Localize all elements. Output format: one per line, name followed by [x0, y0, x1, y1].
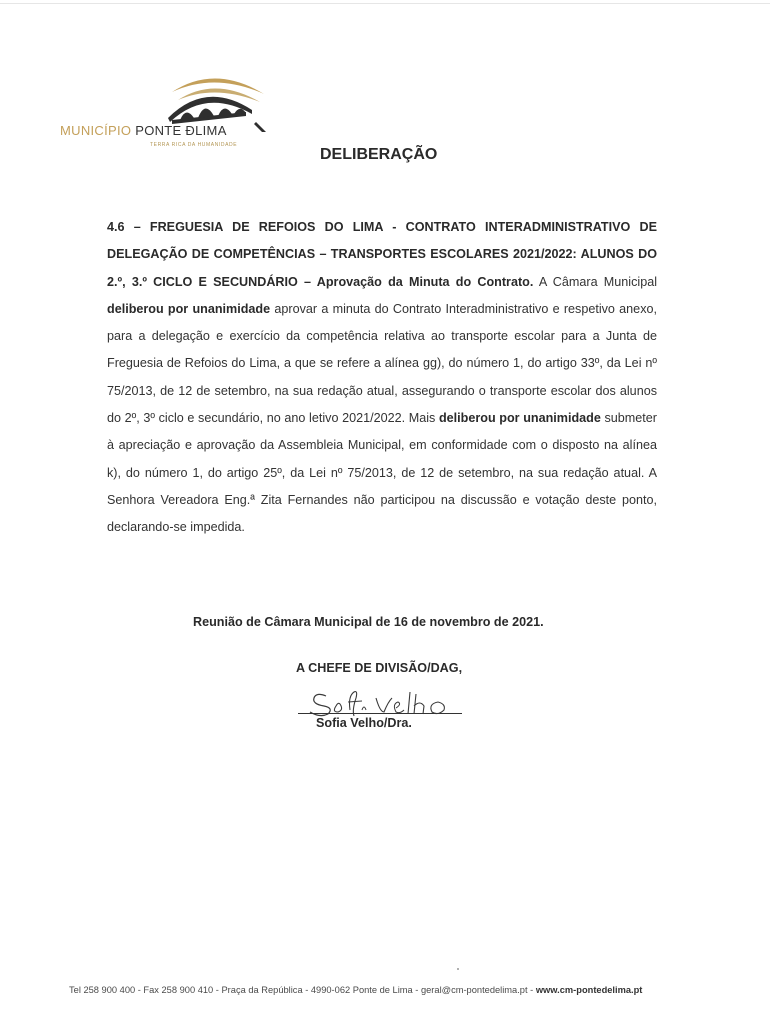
- body-intro: A Câmara Municipal: [533, 274, 658, 289]
- footer-contacts: Tel 258 900 400 - Fax 258 900 410 - Praça da República - 4990-062 Ponte de Lima - geral@cm-pontedelima.pt -: [69, 985, 536, 995]
- body-text-1: aprovar a minuta do Contrato Interadministrativo e respetivo anexo, para a delegação e exercício da competência relativa ao transporte escolar para a Junta de Freguesia de Refoios do Lima, a que se refere a alínea gg), do número 1, do artigo 33º, da Lei nº 75/2013, de 12 de setembro, na sua redação atual, assegurando o transporte escolar dos alunos do 2º, 3º ciclo e secundário, no ano letivo 2021/2022. Mais: [107, 301, 657, 426]
- handwritten-signature: [298, 686, 468, 720]
- signer-role: A CHEFE DE DIVISÃO/DAG,: [296, 661, 463, 675]
- meeting-date: Reunião de Câmara Municipal de 16 de novembro de 2021.: [193, 615, 544, 629]
- footer-website: www.cm-pontedelima.pt: [535, 985, 643, 995]
- signature-line: [298, 713, 462, 714]
- scan-speck: [457, 968, 459, 970]
- deliberation-body: [107, 214, 657, 542]
- municipality-logo: [60, 70, 290, 160]
- document-title: DELIBERAÇÃO: [320, 146, 438, 163]
- decision-emphasis-1: deliberou por unanimidade: [107, 301, 271, 316]
- deliberation-heading: 4.6 – FREGUESIA DE REFOIOS DO LIMA - CONTRATO INTERADMINISTRATIVO DE DELEGAÇÃO DE COMPETÊNCIAS – TRANSPORTES ESCOLARES 2021/2022: ALUNOS DO 2.º, 3.º CICLO E SECUNDÁRIO – Aprovação da Minuta do Contrato.: [107, 220, 657, 289]
- body-text-2: submeter à apreciação e aprovação da Assembleia Municipal, em conformidade com o disposto na alínea k), do número 1, do artigo 25º, da Lei nº 75/2013, de 12 de setembro, na sua redação atual. A Senhora Vereadora Eng.ª Zita Fernandes não participou na discussão e votação deste ponto, declarando-se impedida.: [107, 411, 657, 535]
- logo-municipio: MUNICÍPIO: [60, 123, 132, 138]
- page-top-border: [0, 3, 770, 4]
- logo-ponte-de-lima: PONTE ÐLIMA: [135, 123, 227, 138]
- logo-tagline: TERRA RICA DA HUMANIDADE: [150, 142, 238, 148]
- decision-emphasis-2: deliberou por unanimidade: [438, 411, 601, 426]
- page-footer: [69, 985, 642, 995]
- signer-name: Sofia Velho/Dra.: [316, 716, 412, 730]
- logo-wordmark: [60, 123, 227, 138]
